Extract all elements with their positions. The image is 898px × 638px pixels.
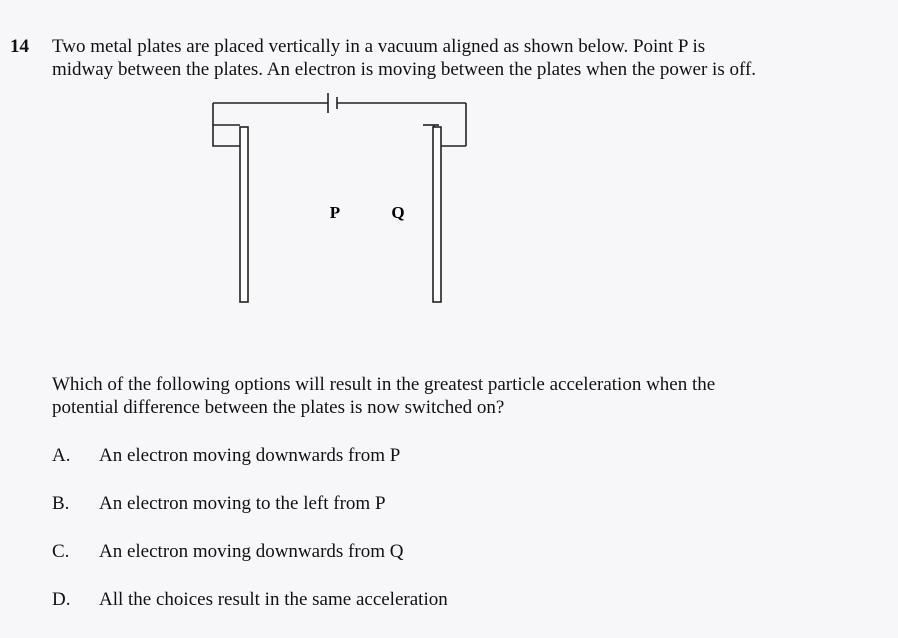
option-letter: C. — [52, 541, 70, 562]
stem-line-1: Two metal plates are placed vertically in a vacuum aligned as shown below. Point P is — [52, 36, 706, 57]
right-plate — [433, 127, 441, 302]
option-letter: A. — [52, 445, 71, 466]
question-number: 14 — [10, 36, 29, 57]
prompt-line-1: Which of the following options will result in the greatest particle acceleration when the — [52, 374, 716, 395]
point-q-label: Q — [391, 203, 405, 222]
option-letter: B. — [52, 493, 70, 514]
left-plate — [240, 127, 248, 302]
option-text: An electron moving to the left from P — [99, 493, 386, 514]
option-text: All the choices result in the same acceleration — [99, 589, 448, 610]
option-text: An electron moving downwards from Q — [99, 541, 404, 562]
question-stem — [52, 35, 872, 81]
question-prompt — [52, 373, 872, 419]
option-letter: D. — [52, 589, 71, 610]
point-p-label: P — [329, 203, 341, 222]
option-text: An electron moving downwards from P — [99, 445, 401, 466]
prompt-line-2: potential difference between the plates is now switched on? — [52, 397, 505, 418]
parallel-plates-diagram — [205, 85, 475, 310]
left-wire-loop — [213, 125, 240, 146]
stem-line-2: midway between the plates. An electron is moving between the plates when the power is off. — [52, 59, 757, 80]
